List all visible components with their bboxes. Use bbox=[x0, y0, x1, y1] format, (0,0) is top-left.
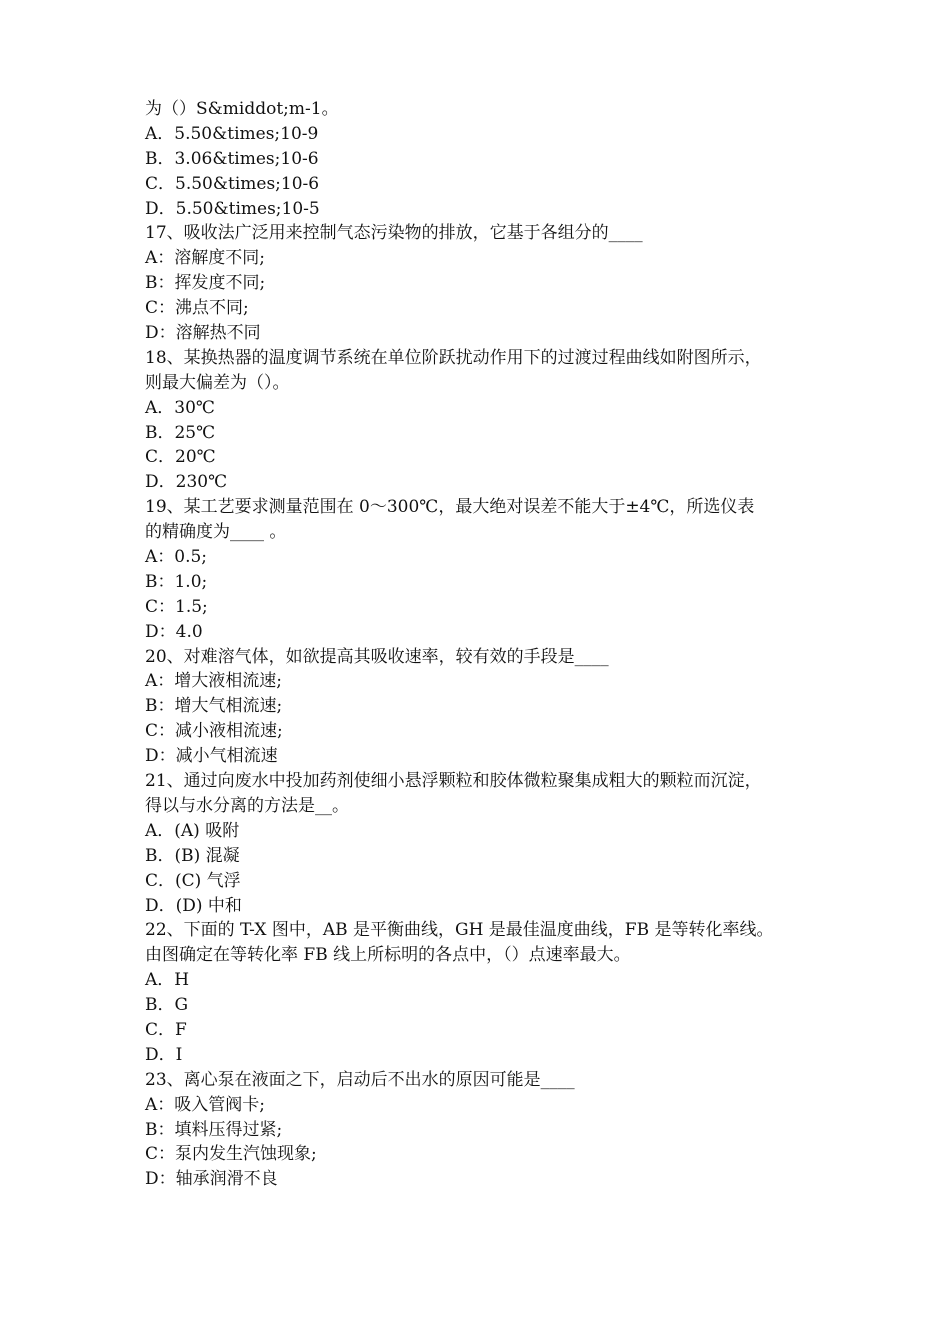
text-line: 为（）S&middot;m-1。 bbox=[145, 99, 339, 119]
option-line: D．I bbox=[145, 1044, 183, 1065]
option-line: C：减小液相流速; bbox=[145, 721, 283, 742]
option-line: A：溶解度不同; bbox=[145, 248, 266, 269]
option-line: C．5.50&times;10-6 bbox=[145, 173, 320, 194]
option-line: D：4.0 bbox=[145, 621, 203, 642]
option-line: B：1.0; bbox=[145, 571, 208, 592]
question-21-continued: 得以与水分离的方法是__。 bbox=[145, 795, 349, 816]
question-19: 19、某工艺要求测量范围在 0～300℃，最大绝对误差不能大于±4℃，所选仪表 bbox=[145, 497, 755, 518]
option-line: A：0.5; bbox=[145, 547, 208, 568]
option-line: A．5.50&times;10-9 bbox=[145, 123, 319, 144]
option-line: C：泵内发生汽蚀现象; bbox=[145, 1144, 317, 1165]
option-line: B：挥发度不同; bbox=[145, 273, 266, 294]
question-19-continued: 的精确度为____ 。 bbox=[145, 522, 287, 543]
option-line: C．20℃ bbox=[145, 447, 216, 468]
option-line: B．(B) 混凝 bbox=[145, 845, 240, 866]
option-line: A：吸入管阀卡; bbox=[145, 1094, 266, 1115]
option-line: C：1.5; bbox=[145, 596, 208, 617]
option-line: B：增大气相流速; bbox=[145, 696, 283, 717]
option-line: A．30℃ bbox=[145, 397, 215, 418]
option-line: B．3.06&times;10-6 bbox=[145, 148, 319, 169]
question-21: 21、通过向废水中投加药剂使细小悬浮颗粒和胶体微粒聚集成粗大的颗粒而沉淀， bbox=[145, 771, 762, 792]
option-line: A：增大液相流速; bbox=[145, 671, 283, 692]
option-line: D：轴承润滑不良 bbox=[145, 1169, 278, 1190]
option-line: B．25℃ bbox=[145, 422, 216, 443]
question-20: 20、对难溶气体，如欲提高其吸收速率，较有效的手段是____ bbox=[145, 646, 609, 667]
question-23: 23、离心泵在液面之下，启动后不出水的原因可能是____ bbox=[145, 1069, 575, 1090]
question-22-continued: 由图确定在等转化率 FB 线上所标明的各点中，（）点速率最大。 bbox=[145, 945, 631, 966]
option-line: D：溶解热不同 bbox=[145, 323, 261, 344]
option-line: D．(D) 中和 bbox=[145, 895, 242, 916]
question-18: 18、某换热器的温度调节系统在单位阶跃扰动作用下的过渡过程曲线如附图所示， bbox=[145, 347, 762, 368]
option-line: C：沸点不同; bbox=[145, 298, 249, 319]
option-line: D：减小气相流速 bbox=[145, 746, 278, 767]
option-line: D．5.50&times;10-5 bbox=[145, 198, 320, 219]
option-line: B：填料压得过紧; bbox=[145, 1119, 283, 1140]
option-line: A．H bbox=[145, 970, 190, 991]
option-line: B．G bbox=[145, 995, 189, 1016]
option-line: C．(C) 气浮 bbox=[145, 870, 241, 891]
option-line: D．230℃ bbox=[145, 472, 228, 493]
question-17: 17、吸收法广泛用来控制气态污染物的排放，它基于各组分的____ bbox=[145, 223, 643, 244]
question-18-continued: 则最大偏差为（）。 bbox=[145, 372, 290, 393]
option-line: A．(A) 吸附 bbox=[145, 820, 240, 841]
option-line: C．F bbox=[145, 1019, 187, 1040]
question-22: 22、下面的 T-X 图中，AB 是平衡曲线，GH 是最佳温度曲线，FB 是等转化率线。 bbox=[145, 920, 774, 941]
document-body bbox=[145, 97, 835, 1192]
